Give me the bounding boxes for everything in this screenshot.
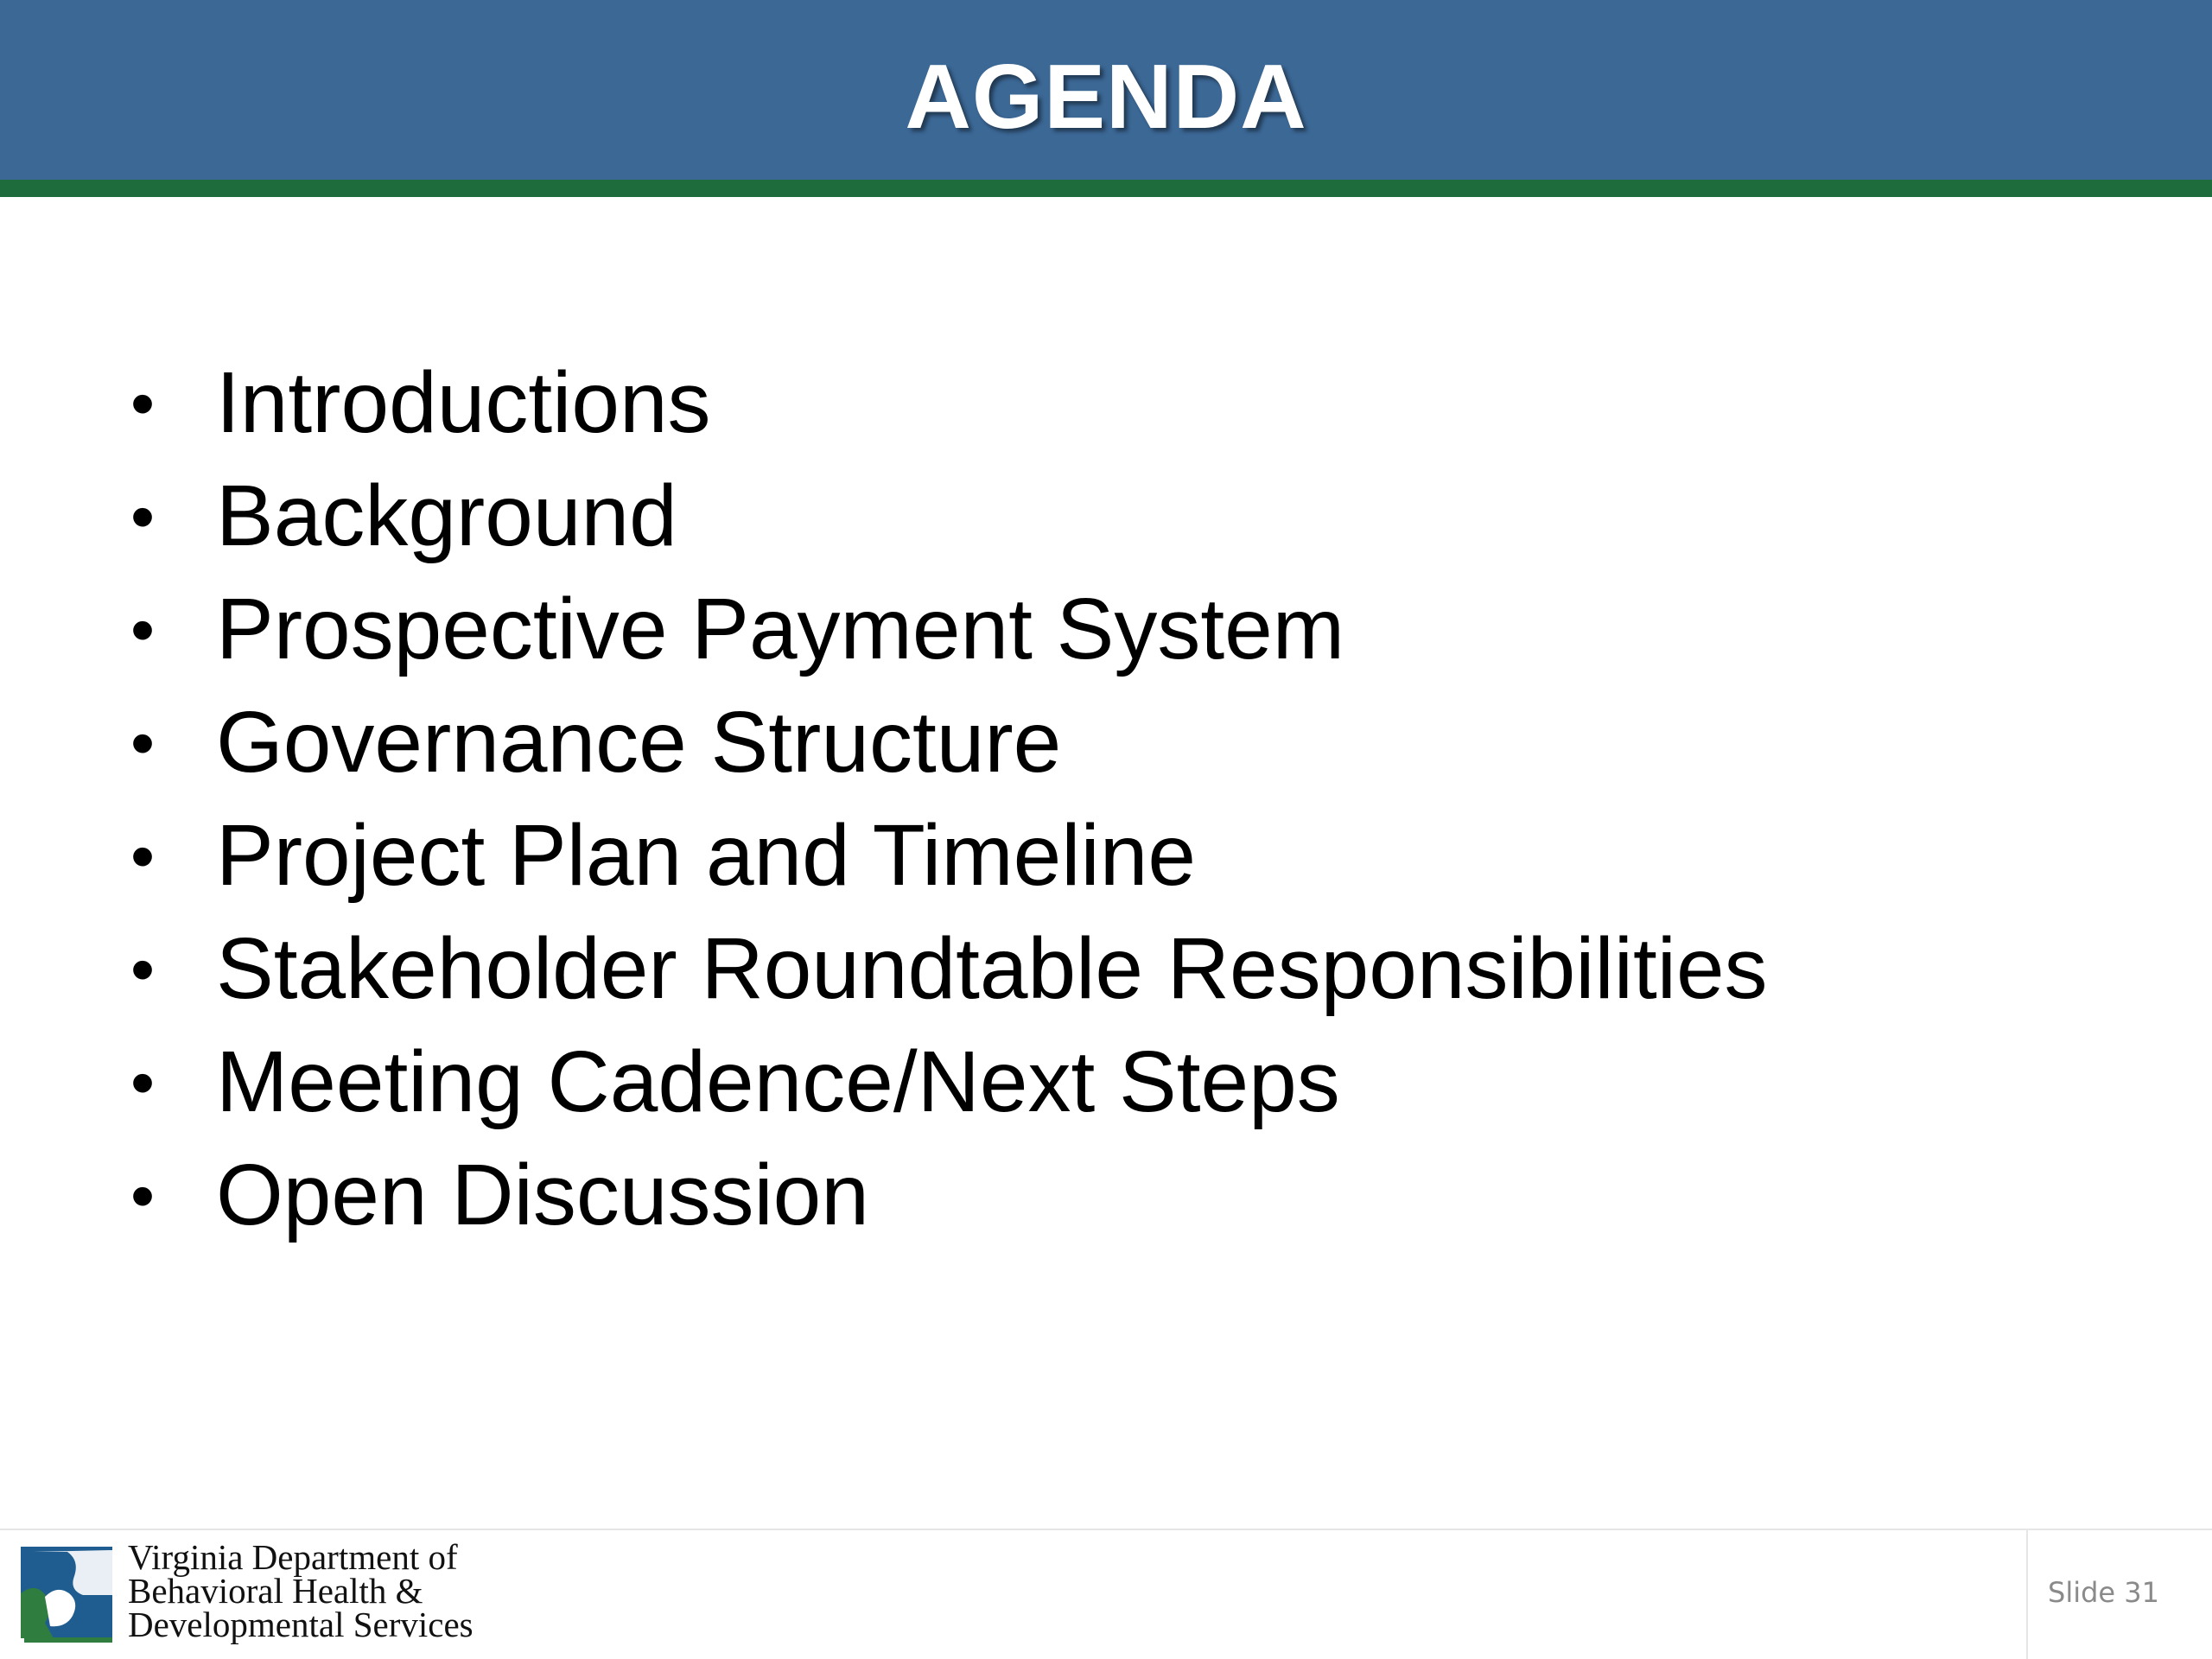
agenda-item-text: Prospective Payment System — [216, 581, 1345, 677]
org-name-line: Developmental Services — [128, 1605, 474, 1644]
org-name — [128, 1537, 474, 1644]
agenda-item-text: Governance Structure — [216, 694, 1062, 791]
agenda-item-text: Open Discussion — [216, 1147, 869, 1243]
agenda-item-text: Introductions — [216, 354, 711, 451]
slide-number: Slide 31 — [2048, 1576, 2159, 1609]
org-name-line: Behavioral Health & — [128, 1571, 423, 1611]
bullet-icon: • — [130, 478, 156, 555]
agenda-item-text: Background — [216, 467, 677, 564]
bullet-icon: • — [130, 931, 156, 1007]
bullet-icon: • — [130, 1157, 156, 1234]
bullet-icon: • — [130, 591, 156, 668]
slide-footer — [0, 1529, 2212, 1659]
footer-divider — [2026, 1530, 2028, 1659]
bullet-icon: • — [130, 817, 156, 894]
slide-title: AGENDA — [905, 46, 1307, 148]
bullet-icon: • — [130, 1044, 156, 1121]
bullet-icon: • — [130, 365, 156, 442]
title-banner-rule — [0, 180, 2212, 197]
agenda-item-text: Stakeholder Roundtable Responsibilities — [216, 920, 1768, 1017]
bullet-icon: • — [130, 704, 156, 781]
title-banner — [0, 0, 2212, 180]
agenda-item-text: Project Plan and Timeline — [216, 807, 1196, 904]
dbhds-logo-icon — [16, 1543, 118, 1645]
agenda-item-text: Meeting Cadence/Next Steps — [216, 1033, 1340, 1130]
org-name-line: Virginia Department of — [128, 1537, 458, 1577]
